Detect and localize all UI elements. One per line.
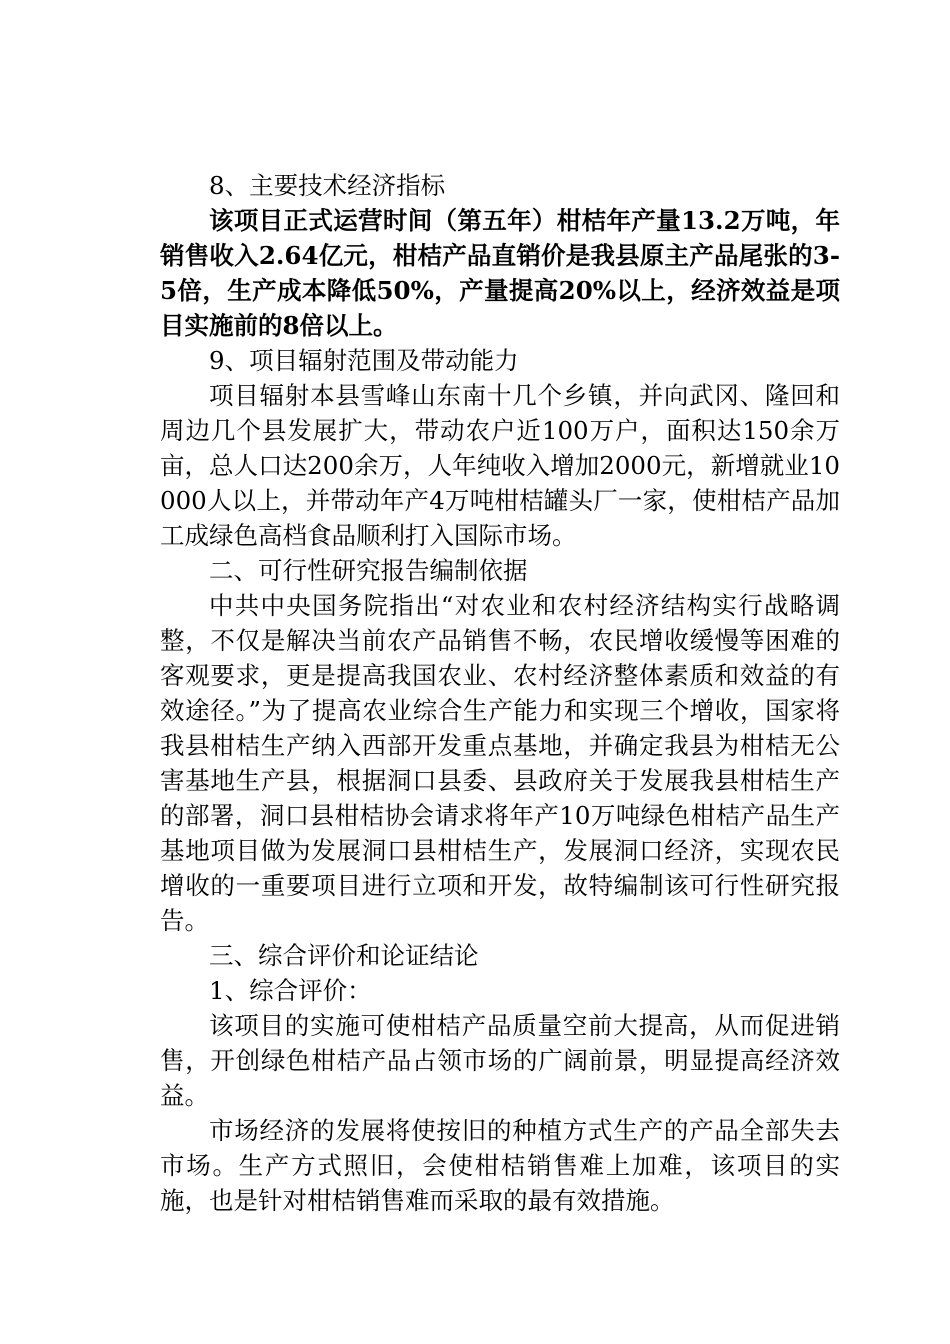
paragraph: 中共中央国务院指出“对农业和农村经济结构实行战略调整，不仅是解决当前农产品销售不畅，农民增收缓慢等困难的客观要求，更是提高我国农业、农村经济整体素质和效益的有效途径。”为了提高农业综合生产能力和实现三个增收，国家将我县柑桔生产纳入西部开发重点基地，并确定我县为柑桔无公害基地生产县，根据洞口县委、县政府关于发展我县柑桔生产的部署，洞口县柑桔协会请求将年产10万吨绿色柑桔产品生产基地项目做为发展洞口县柑桔生产，发展洞口经济，实现农民增收的一重要项目进行立项和开发，故特编制该可行性研究报告。 bbox=[160, 591, 840, 935]
paragraph: 该项目的实施可使柑桔产品质量空前大提高，从而促进销售，开创绿色柑桔产品占领市场的广阔前景，明显提高经济效益。 bbox=[160, 1011, 840, 1110]
section-heading: 1、综合评价： bbox=[209, 976, 372, 1005]
paragraph: 该项目正式运营时间（第五年）柑桔年产量13.2万吨，年销售收入2.64亿元，柑桔产品直销价是我县原主产品尾张的3-5倍，生产成本降低50%，产量提高20%以上，经济效益是项目实施前的8倍以上。 bbox=[160, 206, 840, 340]
paragraph: 市场经济的发展将使按旧的种植方式生产的产品全部失去市场。生产方式照旧，会使柑桔销售难上加难，该项目的实施，也是针对柑桔销售难而采取的最有效措施。 bbox=[160, 1116, 840, 1215]
section-heading: 二、可行性研究报告编制依据 bbox=[209, 556, 528, 585]
section-heading: 三、综合评价和论证结论 bbox=[209, 941, 479, 970]
section-heading: 9、项目辐射范围及带动能力 bbox=[209, 346, 519, 375]
section-heading: 8、主要技术经济指标 bbox=[209, 171, 446, 200]
document-page bbox=[160, 168, 840, 1218]
paragraph: 项目辐射本县雪峰山东南十几个乡镇，并向武冈、隆回和周边几个县发展扩大，带动农户近100万户，面积达150余万亩，总人口达200余万，人年纯收入增加2000元，新增就业10000人以上，并带动年产4万吨柑桔罐头厂一家，使柑桔产品加工成绿色高档食品顺利打入国际市场。 bbox=[160, 381, 840, 550]
